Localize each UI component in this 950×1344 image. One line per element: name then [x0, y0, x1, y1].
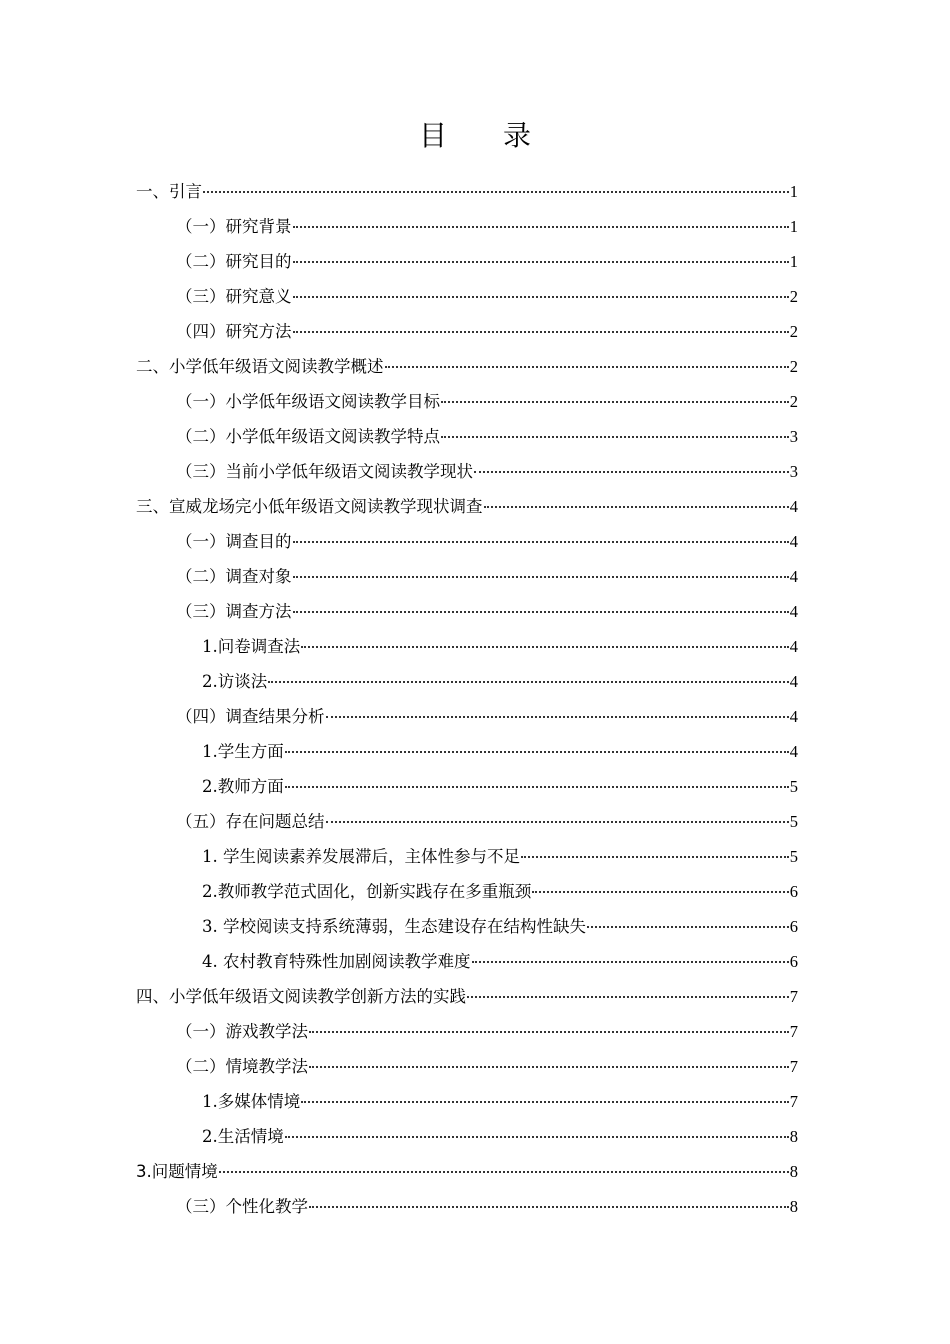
toc-entry-text: （二）情境教学法: [176, 1057, 308, 1076]
toc-entry[interactable]: [136, 734, 798, 769]
toc-entry-text: （三）研究意义: [176, 287, 292, 306]
toc-entry-text: 2.教师教学范式固化，创新实践存在多重瓶颈: [202, 882, 532, 901]
toc-dot-leader: [301, 1099, 789, 1103]
toc-entry-text: （二）调查对象: [176, 567, 292, 586]
toc-page-number: 5: [789, 777, 798, 796]
toc-dot-leader: [309, 1029, 789, 1033]
toc-entry-text: 4. 农村教育特殊性加剧阅读教学难度: [202, 952, 471, 971]
toc-dot-leader: [203, 189, 789, 193]
toc-page-number: 2: [789, 287, 798, 306]
toc-page-number: 2: [789, 322, 798, 341]
toc-list: [136, 174, 798, 1224]
toc-entry[interactable]: [136, 524, 798, 559]
toc-entry[interactable]: [136, 489, 798, 524]
toc-entry-text: （二）小学低年级语文阅读教学特点: [176, 427, 440, 446]
toc-entry[interactable]: [136, 1084, 798, 1119]
toc-dot-leader: [293, 539, 789, 543]
toc-entry-text: 2.教师方面: [202, 777, 284, 796]
toc-entry[interactable]: [136, 349, 798, 384]
toc-title-char-2: 录: [503, 119, 532, 152]
toc-entry-text: 2.生活情境: [202, 1127, 284, 1146]
toc-title-char-1: 目: [418, 119, 447, 152]
toc-dot-leader: [467, 994, 789, 998]
toc-dot-leader: [285, 749, 789, 753]
toc-page-number: 8: [789, 1127, 798, 1146]
toc-dot-leader: [293, 294, 789, 298]
toc-entry-text: （一）研究背景: [176, 217, 292, 236]
toc-dot-leader: [309, 1204, 789, 1208]
toc-entry[interactable]: [136, 804, 798, 839]
toc-entry-text: 1. 学生阅读素养发展滞后，主体性参与不足: [202, 847, 520, 866]
toc-entry-text: （四）研究方法: [176, 322, 292, 341]
toc-entry[interactable]: [136, 384, 798, 419]
toc-entry-text: （一）游戏教学法: [176, 1022, 308, 1041]
toc-page-number: 8: [789, 1162, 798, 1181]
toc-entry[interactable]: [136, 1119, 798, 1154]
toc-page-number: 2: [789, 357, 798, 376]
toc-entry-text: （三）调查方法: [176, 602, 292, 621]
toc-entry-text: 二、小学低年级语文阅读教学概述: [136, 357, 384, 376]
toc-page-number: 5: [789, 847, 798, 866]
toc-dot-leader: [472, 959, 789, 963]
toc-dot-leader: [268, 679, 789, 683]
toc-entry[interactable]: [136, 664, 798, 699]
toc-dot-leader: [219, 1169, 789, 1173]
toc-entry-text: 1.问卷调查法: [202, 637, 301, 656]
toc-page-number: 4: [789, 707, 798, 726]
toc-dot-leader: [285, 784, 789, 788]
toc-entry[interactable]: [136, 1014, 798, 1049]
toc-entry-text: （三）个性化教学: [176, 1197, 308, 1216]
toc-entry[interactable]: [136, 629, 798, 664]
toc-page-number: 3: [789, 462, 798, 481]
toc-page-number: 1: [789, 252, 798, 271]
toc-entry[interactable]: [136, 874, 798, 909]
toc-entry[interactable]: [136, 944, 798, 979]
toc-dot-leader: [293, 574, 789, 578]
toc-page-number: 4: [789, 602, 798, 621]
toc-page-number: 4: [789, 672, 798, 691]
toc-entry[interactable]: [136, 419, 798, 454]
toc-entry-text: （一）小学低年级语文阅读教学目标: [176, 392, 440, 411]
toc-dot-leader: [521, 854, 789, 858]
toc-page-number: 4: [789, 532, 798, 551]
toc-dot-leader: [587, 924, 789, 928]
toc-entry[interactable]: [136, 979, 798, 1014]
toc-entry-text: （一）调查目的: [176, 532, 292, 551]
toc-page-number: 4: [789, 497, 798, 516]
toc-page-number: 8: [789, 1197, 798, 1216]
toc-entry[interactable]: [136, 594, 798, 629]
toc-dot-leader: [441, 399, 789, 403]
toc-dot-leader: [293, 609, 789, 613]
toc-page-number: 3: [789, 427, 798, 446]
toc-entry[interactable]: [136, 839, 798, 874]
toc-entry-text: 1.学生方面: [202, 742, 284, 761]
toc-page-number: 6: [789, 952, 798, 971]
toc-page-number: 4: [789, 742, 798, 761]
toc-page-number: 4: [789, 567, 798, 586]
toc-page-number: 6: [789, 917, 798, 936]
toc-entry-text: （三）当前小学低年级语文阅读教学现状: [176, 462, 473, 481]
toc-entry[interactable]: [136, 454, 798, 489]
toc-entry-text: 3. 学校阅读支持系统薄弱，生态建设存在结构性缺失: [202, 917, 586, 936]
toc-dot-leader: [326, 714, 789, 718]
toc-dot-leader: [293, 329, 789, 333]
toc-page-number: 7: [789, 1022, 798, 1041]
toc-page-number: 2: [789, 392, 798, 411]
toc-page-number: 7: [789, 1092, 798, 1111]
toc-entry[interactable]: [136, 1189, 798, 1224]
toc-entry-text: 1.多媒体情境: [202, 1092, 301, 1111]
toc-dot-leader: [532, 889, 789, 893]
toc-dot-leader: [293, 259, 789, 263]
toc-entry[interactable]: [136, 699, 798, 734]
toc-entry[interactable]: [136, 174, 798, 209]
toc-dot-leader: [285, 1134, 789, 1138]
toc-entry-text: （二）研究目的: [176, 252, 292, 271]
toc-page-number: 1: [789, 182, 798, 201]
toc-entry-text: （四）调查结果分析: [176, 707, 325, 726]
toc-dot-leader: [441, 434, 789, 438]
toc-entry-text: 一、引言: [136, 182, 202, 201]
toc-entry[interactable]: [136, 1049, 798, 1084]
toc-dot-leader: [309, 1064, 789, 1068]
toc-entry[interactable]: [136, 314, 798, 349]
toc-dot-leader: [293, 224, 789, 228]
toc-entry-text: 四、小学低年级语文阅读教学创新方法的实践: [136, 987, 466, 1006]
toc-dot-leader: [385, 364, 789, 368]
toc-entry[interactable]: [136, 559, 798, 594]
toc-dot-leader: [474, 469, 789, 473]
toc-page-number: 6: [789, 882, 798, 901]
toc-page-number: 7: [789, 1057, 798, 1076]
toc-entry-text: 2.访谈法: [202, 672, 268, 691]
toc-entry-text: （五）存在问题总结: [176, 812, 325, 831]
toc-dot-leader: [326, 819, 789, 823]
toc-dot-leader: [484, 504, 789, 508]
toc-entry-text: 3.问题情境: [136, 1162, 218, 1181]
toc-entry[interactable]: [136, 209, 798, 244]
toc-page-number: 4: [789, 637, 798, 656]
toc-entry[interactable]: [136, 769, 798, 804]
toc-dot-leader: [301, 644, 789, 648]
toc-entry[interactable]: [136, 279, 798, 314]
toc-entry[interactable]: [136, 1154, 798, 1189]
toc-entry[interactable]: [136, 909, 798, 944]
toc-title: [0, 114, 950, 154]
toc-page-number: 7: [789, 987, 798, 1006]
toc-page-number: 5: [789, 812, 798, 831]
toc-entry-text: 三、宣威龙场完小低年级语文阅读教学现状调查: [136, 497, 483, 516]
toc-page-number: 1: [789, 217, 798, 236]
toc-entry[interactable]: [136, 244, 798, 279]
